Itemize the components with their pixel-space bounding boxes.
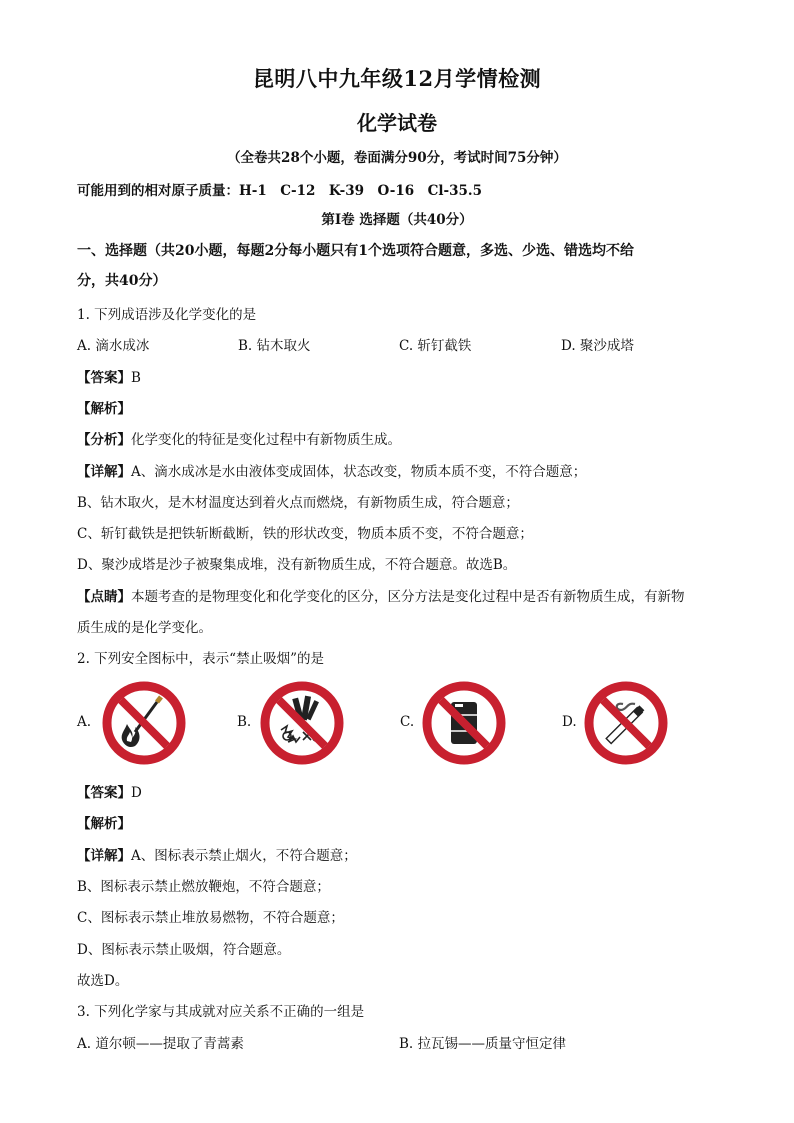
q1-option-b: B. 钻木取火 xyxy=(238,338,311,354)
q3-stem: 3. 下列化学家与其成就对应关系不正确的一组是 xyxy=(77,1004,365,1020)
q2-label-d: D. xyxy=(562,714,577,730)
q1-dianjing-2: 质生成的是化学变化。 xyxy=(77,620,212,636)
dianjing-tag: 【点睛】 xyxy=(77,589,131,605)
q1-detail-b: B、钻木取火，是木材温度达到着火点而燃烧，有新物质生成，符合题意； xyxy=(77,495,519,511)
q2-label-c: C. xyxy=(400,714,415,730)
q2-detail-c: C、图标表示禁止堆放易燃物，不符合题意； xyxy=(77,910,344,926)
fenxi-tag: 【分析】 xyxy=(77,432,131,448)
fenxi-text: 化学变化的特征是变化过程中有新物质生成。 xyxy=(131,432,401,448)
no-fireworks-icon xyxy=(259,680,345,766)
exam-title: 昆明八中九年级12月学情检测 xyxy=(252,66,542,91)
q3-option-a: A. 道尔顿——提取了青蒿素 xyxy=(77,1036,244,1052)
answer-value: D xyxy=(131,785,142,801)
q3-option-b: B. 拉瓦锡——质量守恒定律 xyxy=(399,1036,567,1052)
q1-option-a: A. 滴水成冰 xyxy=(77,338,150,354)
q2-detail-a xyxy=(77,844,357,864)
q2-detail-b: B、图标表示禁止燃放鞭炮，不符合题意； xyxy=(77,879,330,895)
answer-tag: 【答案】 xyxy=(77,785,131,801)
q2-label-b: B. xyxy=(237,714,252,730)
q2-conclusion: 故选D。 xyxy=(77,973,129,989)
q1-stem: 1. 下列成语涉及化学变化的是 xyxy=(77,307,257,323)
answer-value: B xyxy=(131,370,141,386)
part-title-line2: 分，共40分） xyxy=(77,273,167,289)
no-open-flame-icon xyxy=(101,680,187,766)
xiangjie-tag: 【详解】 xyxy=(77,464,131,480)
q1-analysis-tag: 【解析】 xyxy=(77,401,131,417)
answer-tag: 【答案】 xyxy=(77,370,131,386)
q2-stem: 2. 下列安全图标中，表示“禁止吸烟”的是 xyxy=(77,651,324,667)
xiangjie-tag: 【详解】 xyxy=(77,848,131,864)
section-title: 第Ⅰ卷 选择题（共40分） xyxy=(321,212,473,228)
q1-detail-c: C、斩钉截铁是把铁斩断截断，铁的形状改变，物质本质不变，不符合题意； xyxy=(77,526,533,542)
no-flammable-storage-icon xyxy=(421,680,507,766)
q1-detail-a xyxy=(77,460,586,480)
q2-answer xyxy=(77,781,142,801)
exam-subject: 化学试卷 xyxy=(357,111,437,135)
q1-option-c: C. 斩钉截铁 xyxy=(399,338,472,354)
q1-option-d: D. 聚沙成塔 xyxy=(561,338,634,354)
no-smoking-icon xyxy=(583,680,669,766)
q2-analysis-tag: 【解析】 xyxy=(77,816,131,832)
detail-text: A、滴水成冰是水由液体变成固体，状态改变，物质本质不变，不符合题意； xyxy=(131,464,587,480)
q1-answer xyxy=(77,366,141,386)
q2-detail-d: D、图标表示禁止吸烟，符合题意。 xyxy=(77,942,291,958)
q1-detail-d: D、聚沙成塔是沙子被聚集成堆，没有新物质生成，不符合题意。故选B。 xyxy=(77,557,517,573)
atomic-masses: 可能用到的相对原子质量：H-1 C-12 K-39 O-16 Cl-35.5 xyxy=(77,183,483,199)
dianjing-text: 本题考查的是物理变化和化学变化的区分，区分方法是变化过程中是否有新物质生成，有新物 xyxy=(131,589,685,605)
exam-note: （全卷共28个小题，卷面满分90分，考试时间75分钟） xyxy=(227,150,567,166)
part-title-line1: 一、选择题（共20小题，每题2分每小题只有1个选项符合题意，多选、少选、错选均不给 xyxy=(77,243,634,259)
q1-fenxi xyxy=(77,428,401,448)
q2-label-a: A. xyxy=(77,714,92,730)
q1-dianjing xyxy=(77,585,685,605)
detail-text: A、图标表示禁止烟火，不符合题意； xyxy=(131,848,357,864)
